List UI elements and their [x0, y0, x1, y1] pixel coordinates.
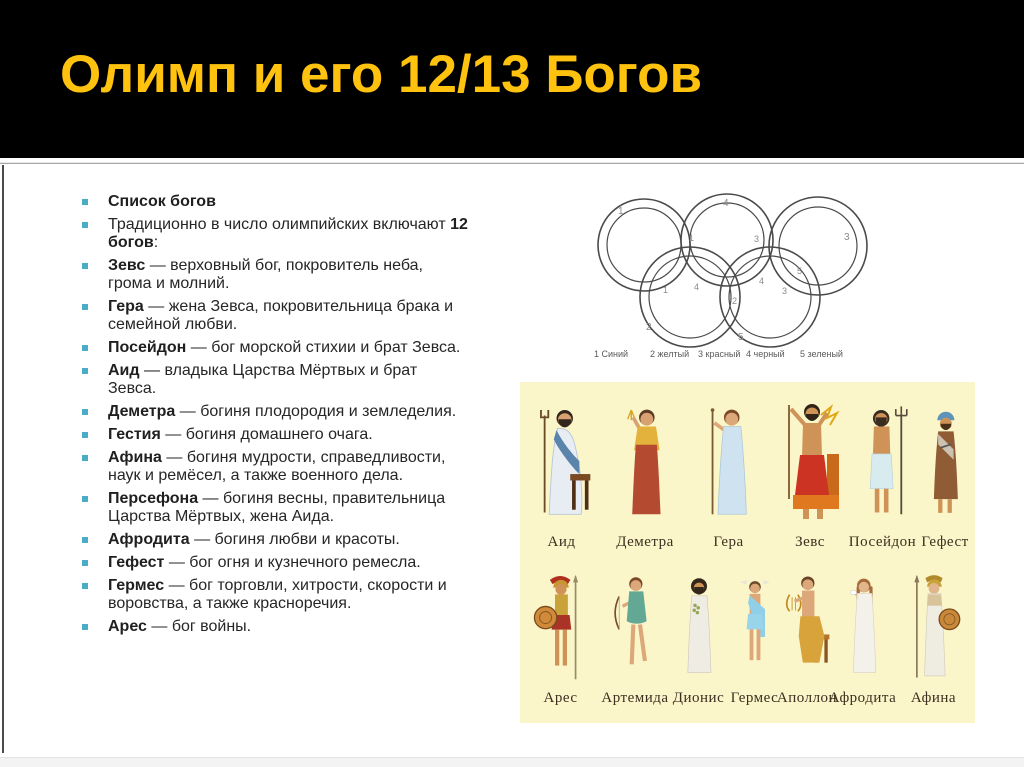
bullet-square-icon [82, 222, 88, 228]
gods-row-2 [520, 568, 975, 707]
god-hades [520, 398, 603, 551]
svg-text:4: 4 [759, 276, 765, 286]
bullet-square-icon [82, 496, 88, 502]
svg-text:4: 4 [723, 198, 729, 209]
god-ares [520, 568, 601, 707]
god-figure-poseidon [851, 398, 915, 530]
legend-item: 2 желтый [650, 349, 690, 359]
list-item-demeter [82, 403, 502, 421]
bullet-square-icon [82, 199, 88, 205]
god-figure-hera [697, 398, 761, 530]
god-artemis [601, 568, 669, 707]
olympic-rings-icon [572, 186, 892, 348]
god-aphrodite [828, 568, 897, 707]
svg-text:2: 2 [732, 296, 738, 306]
bullet-square-icon [82, 537, 88, 543]
bullet-square-icon [82, 304, 88, 310]
list-item-ares [82, 618, 502, 636]
gods-illustration [520, 382, 975, 723]
god-list [82, 193, 502, 641]
list-item-text: Персефона — богиня весны, правительница Царства Мёртвых, жена Аида. [108, 490, 446, 525]
list-item-text: Гера — жена Зевса, покровительница брака и семейной любви. [108, 298, 454, 333]
list-item-poseidon [82, 339, 502, 357]
god-figure-ares [531, 568, 591, 686]
god-figure-aphrodite [835, 568, 891, 686]
god-poseidon [850, 398, 915, 551]
svg-text:5: 5 [797, 266, 803, 276]
legend-item: 5 зеленый [800, 349, 843, 359]
list-item-text: Гефест — бог огня и кузнечного ремесла. [108, 554, 421, 571]
bottom-strip [0, 757, 1024, 767]
god-label: Арес [543, 690, 578, 706]
list-item-hera [82, 298, 502, 334]
list-item-hermes [82, 577, 502, 613]
list-item-text: Афина — богиня мудрости, справедливости, наук и ремёсел, а также военного дела. [108, 449, 446, 484]
svg-text:1: 1 [663, 285, 669, 295]
header-divider [0, 162, 1024, 164]
bullet-square-icon [82, 263, 88, 269]
list-item-text: Список богов [108, 193, 216, 210]
svg-text:1: 1 [618, 206, 624, 217]
list-item-text: Традиционно в число олимпийских включают 12 богов: [108, 216, 468, 251]
god-label: Дионис [672, 690, 725, 706]
god-hermes [728, 568, 781, 707]
god-figure-demeter [613, 398, 677, 530]
god-figure-hermes [728, 568, 782, 686]
god-hera [687, 398, 770, 551]
list-item-intro [82, 216, 502, 252]
svg-text:3: 3 [844, 232, 850, 243]
god-zeus [770, 398, 850, 551]
god-figure-hades [530, 398, 594, 530]
list-item-hades [82, 362, 502, 398]
list-item-text: Зевс — верховный бог, покровитель неба, грома и молний. [108, 257, 423, 292]
bullet-square-icon [82, 560, 88, 566]
bullet-square-icon [82, 345, 88, 351]
bullet-square-icon [82, 432, 88, 438]
list-item-hestia [82, 426, 502, 444]
list-item-text: Посейдон — бог морской стихии и брат Зевса. [108, 339, 461, 356]
list-item-zeus [82, 257, 502, 293]
gods-row-1 [520, 398, 975, 551]
list-item-header [82, 193, 502, 211]
god-hephaestus [915, 398, 975, 551]
god-label: Гермес [730, 690, 779, 706]
god-figure-zeus [775, 398, 845, 530]
list-item-text: Аид — владыка Царства Мёртвых и брат Зевса. [108, 362, 418, 397]
olympic-rings-diagram [572, 186, 892, 374]
god-figure-athena [904, 568, 964, 686]
list-item-athena [82, 449, 502, 485]
rings-color-legend [572, 349, 892, 363]
god-label: Посейдон [848, 534, 917, 550]
god-demeter [603, 398, 687, 551]
slide-header [0, 0, 1024, 158]
god-athena [892, 568, 975, 707]
list-item-text: Арес — бог войны. [108, 618, 252, 635]
legend-item: 1 Синий [594, 349, 629, 359]
svg-text:4: 4 [694, 282, 700, 292]
god-figure-dionysus [671, 568, 727, 686]
god-apollo [776, 568, 838, 707]
god-label: Афина [910, 690, 957, 706]
bullet-square-icon [82, 583, 88, 589]
god-label: Гера [713, 534, 744, 550]
svg-text:5: 5 [738, 332, 744, 343]
svg-text:1: 1 [689, 233, 695, 243]
god-figure-artemis [606, 568, 664, 686]
god-label: Афродита [828, 690, 897, 706]
bullet-square-icon [82, 455, 88, 461]
bullet-square-icon [82, 368, 88, 374]
god-figure-hephaestus [915, 398, 975, 530]
list-item-aphrodite [82, 531, 502, 549]
list-item-persephone [82, 490, 502, 526]
list-item-text: Афродита — богиня любви и красоты. [108, 531, 400, 548]
svg-text:3: 3 [754, 234, 760, 244]
legend-item: 3 красный [698, 349, 741, 359]
slide-title: Олимп и его 12/13 Богов [60, 45, 703, 104]
list-item-text: Деметра — богиня плодородия и земледелия. [108, 403, 457, 420]
god-label: Деметра [616, 534, 674, 550]
bullet-square-icon [82, 624, 88, 630]
left-edge-line [2, 165, 4, 753]
god-figure-apollo [778, 568, 836, 686]
god-label: Аполлон [776, 690, 838, 706]
list-item-text: Гермес — бог торговли, хитрости, скорости и воровства, а также красноречия. [108, 577, 447, 612]
legend-item: 4 черный [746, 349, 785, 359]
list-item-hephaestus [82, 554, 502, 572]
god-label: Аид [547, 534, 576, 550]
god-dionysus [669, 568, 728, 707]
god-label: Зевс [795, 534, 825, 550]
svg-text:3: 3 [782, 286, 788, 296]
svg-text:2: 2 [646, 322, 652, 333]
god-label: Гефест [921, 534, 969, 550]
list-item-text: Гестия — богиня домашнего очага. [108, 426, 373, 443]
bullet-square-icon [82, 409, 88, 415]
god-label: Артемида [601, 690, 669, 706]
